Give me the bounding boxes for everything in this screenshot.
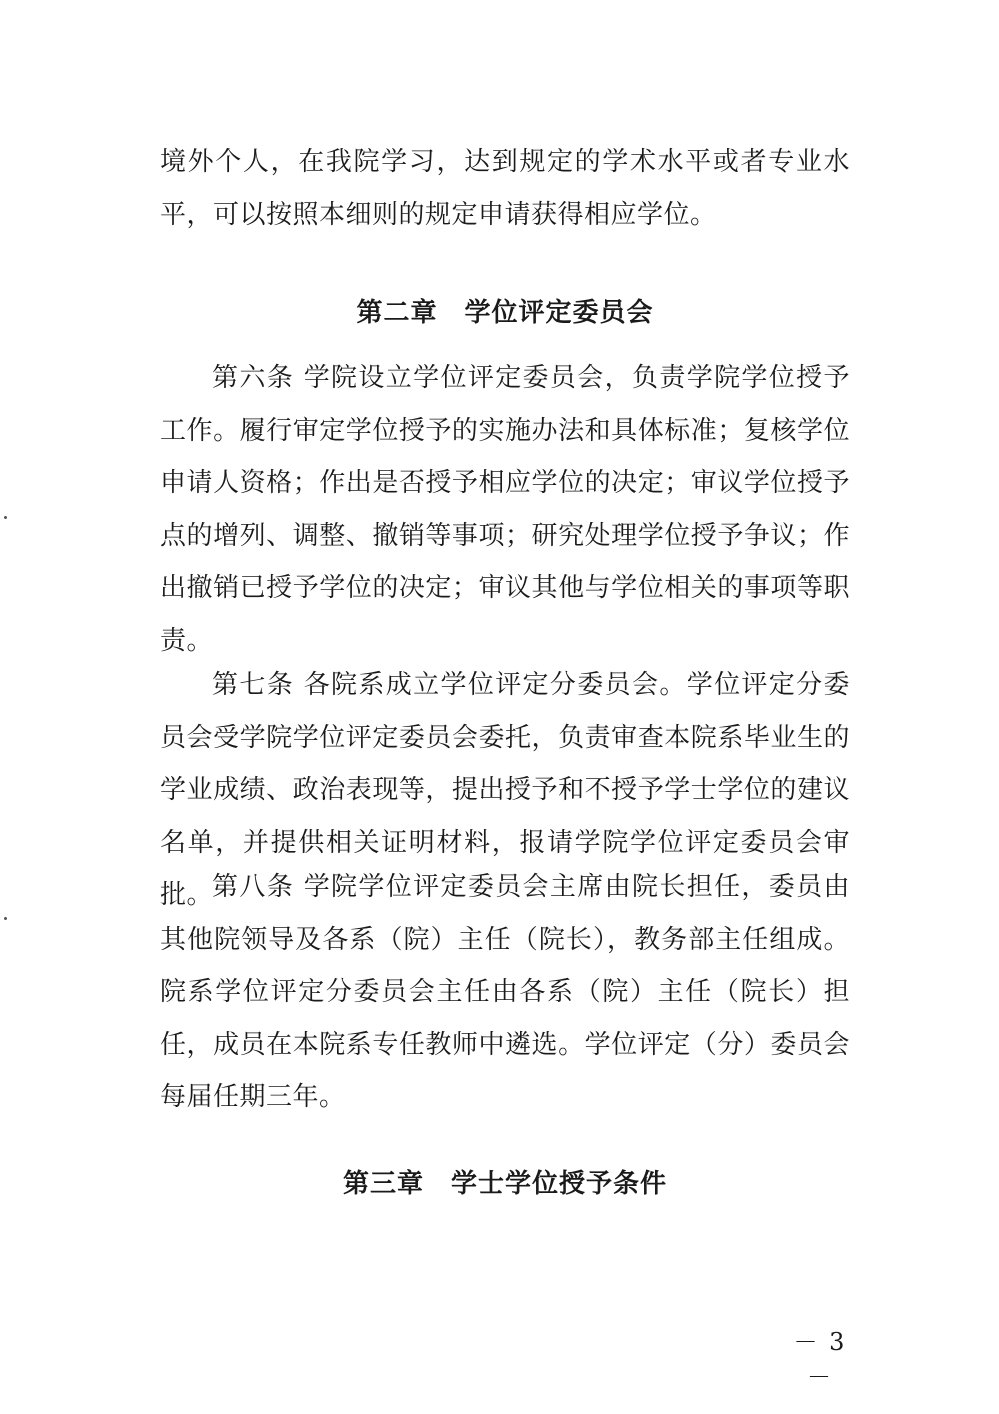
article-7: 第七条 各院系成立学位评定分委员会。学位评定分委员会受学院学位评定委员会委托，负责审查本院系毕业生的学业成绩、政治表现等，提出授予和不授予学士学位的建议名单，并提供相关证明材料，报请学院学位评定委员会审批。 xyxy=(160,670,850,910)
intro-paragraph: 境外个人，在我院学习，达到规定的学术水平或者专业水平，可以按照本细则的规定申请获得相应学位。 xyxy=(160,147,850,230)
chapter-3-heading: 第三章 学士学位授予条件 xyxy=(342,1169,667,1199)
article-8: 第八条 学院学位评定委员会主席由院长担任，委员由其他院领导及各系（院）主任（院长），教务部主任组成。院系学位评定分委员会主任由各系（院）主任（院长）担任，成员在本院系专任教师中遴选。学位评定（分）委员会每届任期三年。 xyxy=(160,872,850,1112)
article-6: 第六条 学院设立学位评定委员会，负责学院学位授予工作。履行审定学位授予的实施办法和具体标准；复核学位申请人资格；作出是否授予相应学位的决定；审议学位授予点的增列、调整、撤销等事项；研究处理学位授予争议；作出撤销已授予学位的决定；审议其他与学位相关的事项等职责。 xyxy=(160,363,850,656)
scan-margin-dot xyxy=(4,917,7,920)
scan-margin-dot xyxy=(4,516,7,519)
page-number: － 3 － xyxy=(793,1328,847,1391)
chapter-2-heading: 第二章 学位评定委员会 xyxy=(356,298,654,328)
